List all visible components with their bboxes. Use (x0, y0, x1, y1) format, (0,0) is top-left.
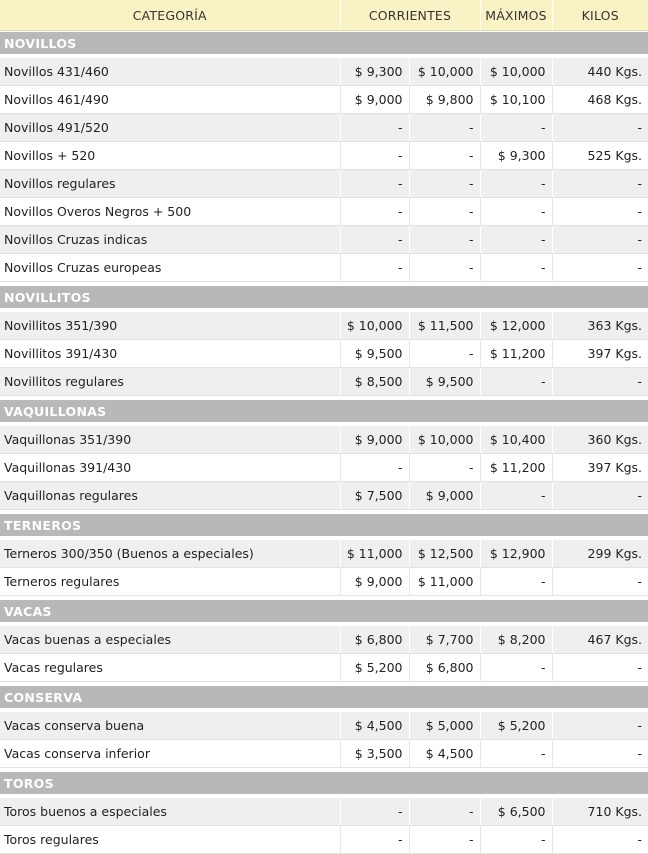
row-corrientes-min: $ 10,000 (340, 312, 409, 340)
row-category: Novillos Overos Negros + 500 (0, 198, 340, 226)
row-maximos: $ 11,200 (480, 454, 552, 482)
row-maximos: - (480, 482, 552, 510)
row-maximos: $ 10,000 (480, 58, 552, 86)
row-category: Vaquillonas 351/390 (0, 426, 340, 454)
table-row (0, 254, 648, 282)
row-corrientes-min: - (340, 254, 409, 282)
row-maximos: $ 5,200 (480, 712, 552, 740)
table-row (0, 454, 648, 482)
row-corrientes-max: $ 11,000 (409, 568, 480, 596)
row-corrientes-max: - (409, 226, 480, 254)
section-title: TOROS (0, 772, 648, 794)
row-corrientes-max: $ 9,800 (409, 86, 480, 114)
section-header (0, 600, 648, 622)
row-maximos: - (480, 226, 552, 254)
header-maximos: MÁXIMOS (480, 0, 552, 31)
row-kilos: 360 Kgs. (552, 426, 648, 454)
row-maximos: $ 11,200 (480, 340, 552, 368)
row-kilos: 397 Kgs. (552, 340, 648, 368)
row-kilos: - (552, 712, 648, 740)
row-category: Toros regulares (0, 826, 340, 854)
row-category: Novillos 461/490 (0, 86, 340, 114)
row-corrientes-max: $ 9,000 (409, 482, 480, 510)
row-category: Novillos regulares (0, 170, 340, 198)
row-corrientes-max: $ 9,500 (409, 368, 480, 396)
section-title: CONSERVA (0, 686, 648, 708)
row-category: Vacas conserva inferior (0, 740, 340, 768)
table-row (0, 142, 648, 170)
row-maximos: - (480, 114, 552, 142)
table-row (0, 198, 648, 226)
section-title: TERNEROS (0, 514, 648, 536)
row-maximos: - (480, 198, 552, 226)
row-kilos: - (552, 568, 648, 596)
row-corrientes-max: - (409, 114, 480, 142)
row-corrientes-min: - (340, 142, 409, 170)
table-row (0, 170, 648, 198)
table-row (0, 86, 648, 114)
table-row (0, 312, 648, 340)
row-corrientes-max: $ 6,800 (409, 654, 480, 682)
table-row (0, 340, 648, 368)
row-kilos: - (552, 114, 648, 142)
row-corrientes-min: - (340, 170, 409, 198)
row-corrientes-max: $ 10,000 (409, 426, 480, 454)
row-category: Novillitos 391/430 (0, 340, 340, 368)
row-maximos: - (480, 170, 552, 198)
row-category: Vaquillonas 391/430 (0, 454, 340, 482)
row-maximos: $ 9,300 (480, 142, 552, 170)
row-corrientes-max: $ 5,000 (409, 712, 480, 740)
row-maximos: $ 10,100 (480, 86, 552, 114)
row-corrientes-min: $ 11,000 (340, 540, 409, 568)
row-corrientes-max: $ 12,500 (409, 540, 480, 568)
table-row (0, 740, 648, 768)
row-category: Toros buenos a especiales (0, 798, 340, 826)
row-maximos: - (480, 368, 552, 396)
table-header (0, 0, 648, 31)
row-maximos: $ 8,200 (480, 626, 552, 654)
row-corrientes-max: $ 10,000 (409, 58, 480, 86)
row-corrientes-min: $ 9,500 (340, 340, 409, 368)
row-category: Novillitos regulares (0, 368, 340, 396)
row-corrientes-min: - (340, 114, 409, 142)
row-corrientes-min: - (340, 454, 409, 482)
row-kilos: 299 Kgs. (552, 540, 648, 568)
section-header (0, 32, 648, 54)
table-row (0, 426, 648, 454)
row-category: Novillos Cruzas europeas (0, 254, 340, 282)
row-corrientes-min: $ 3,500 (340, 740, 409, 768)
row-corrientes-max: $ 11,500 (409, 312, 480, 340)
row-corrientes-max: - (409, 340, 480, 368)
row-category: Novillos 431/460 (0, 58, 340, 86)
section-title: NOVILLOS (0, 32, 648, 54)
row-category: Novillos Cruzas indicas (0, 226, 340, 254)
row-corrientes-min: - (340, 826, 409, 854)
row-category: Vacas regulares (0, 654, 340, 682)
section-title: NOVILLITOS (0, 286, 648, 308)
row-corrientes-max: - (409, 454, 480, 482)
section-title: VAQUILLONAS (0, 400, 648, 422)
table-row (0, 626, 648, 654)
row-maximos: $ 6,500 (480, 798, 552, 826)
table-row (0, 482, 648, 510)
row-corrientes-max: - (409, 798, 480, 826)
row-corrientes-min: $ 9,000 (340, 86, 409, 114)
section-header (0, 286, 648, 308)
row-corrientes-max: - (409, 198, 480, 226)
row-category: Novillos 491/520 (0, 114, 340, 142)
row-maximos: - (480, 654, 552, 682)
row-maximos: $ 12,900 (480, 540, 552, 568)
header-categoria: CATEGORÍA (0, 0, 340, 31)
row-kilos: 468 Kgs. (552, 86, 648, 114)
section-header (0, 400, 648, 422)
row-corrientes-max: - (409, 142, 480, 170)
row-maximos: - (480, 826, 552, 854)
row-kilos: 440 Kgs. (552, 58, 648, 86)
section-header (0, 686, 648, 708)
row-maximos: - (480, 740, 552, 768)
row-corrientes-max: - (409, 254, 480, 282)
table-row (0, 114, 648, 142)
row-corrientes-min: $ 9,000 (340, 426, 409, 454)
row-maximos: $ 10,400 (480, 426, 552, 454)
row-maximos: - (480, 254, 552, 282)
row-corrientes-min: $ 8,500 (340, 368, 409, 396)
table-body (0, 31, 648, 854)
row-category: Vaquillonas regulares (0, 482, 340, 510)
row-kilos: 467 Kgs. (552, 626, 648, 654)
row-kilos: 710 Kgs. (552, 798, 648, 826)
row-corrientes-max: - (409, 826, 480, 854)
row-category: Novillos + 520 (0, 142, 340, 170)
row-corrientes-max: $ 7,700 (409, 626, 480, 654)
table-row (0, 368, 648, 396)
row-corrientes-max: $ 4,500 (409, 740, 480, 768)
section-title: VACAS (0, 600, 648, 622)
row-corrientes-max: - (409, 170, 480, 198)
header-corrientes: CORRIENTES (340, 0, 480, 31)
row-category: Terneros 300/350 (Buenos a especiales) (0, 540, 340, 568)
table-row (0, 826, 648, 854)
row-corrientes-min: $ 9,000 (340, 568, 409, 596)
section-header (0, 772, 648, 794)
row-kilos: 397 Kgs. (552, 454, 648, 482)
section-header (0, 514, 648, 536)
table-row (0, 712, 648, 740)
table-row (0, 226, 648, 254)
table-row (0, 540, 648, 568)
row-corrientes-min: - (340, 798, 409, 826)
row-kilos: - (552, 740, 648, 768)
row-category: Vacas conserva buena (0, 712, 340, 740)
table-row (0, 568, 648, 596)
row-kilos: - (552, 654, 648, 682)
row-corrientes-min: $ 6,800 (340, 626, 409, 654)
row-category: Novillitos 351/390 (0, 312, 340, 340)
row-corrientes-min: - (340, 226, 409, 254)
row-corrientes-min: $ 7,500 (340, 482, 409, 510)
table-row (0, 58, 648, 86)
row-kilos: 363 Kgs. (552, 312, 648, 340)
row-kilos: - (552, 170, 648, 198)
row-corrientes-min: $ 9,300 (340, 58, 409, 86)
row-maximos: - (480, 568, 552, 596)
row-kilos: - (552, 254, 648, 282)
table-row (0, 654, 648, 682)
row-category: Terneros regulares (0, 568, 340, 596)
row-kilos: - (552, 368, 648, 396)
row-kilos: - (552, 198, 648, 226)
row-kilos: - (552, 826, 648, 854)
row-corrientes-min: $ 5,200 (340, 654, 409, 682)
row-kilos: 525 Kgs. (552, 142, 648, 170)
row-corrientes-min: $ 4,500 (340, 712, 409, 740)
row-corrientes-min: - (340, 198, 409, 226)
table-row (0, 798, 648, 826)
row-kilos: - (552, 226, 648, 254)
row-category: Vacas buenas a especiales (0, 626, 340, 654)
row-maximos: $ 12,000 (480, 312, 552, 340)
row-kilos: - (552, 482, 648, 510)
header-kilos: KILOS (552, 0, 648, 31)
